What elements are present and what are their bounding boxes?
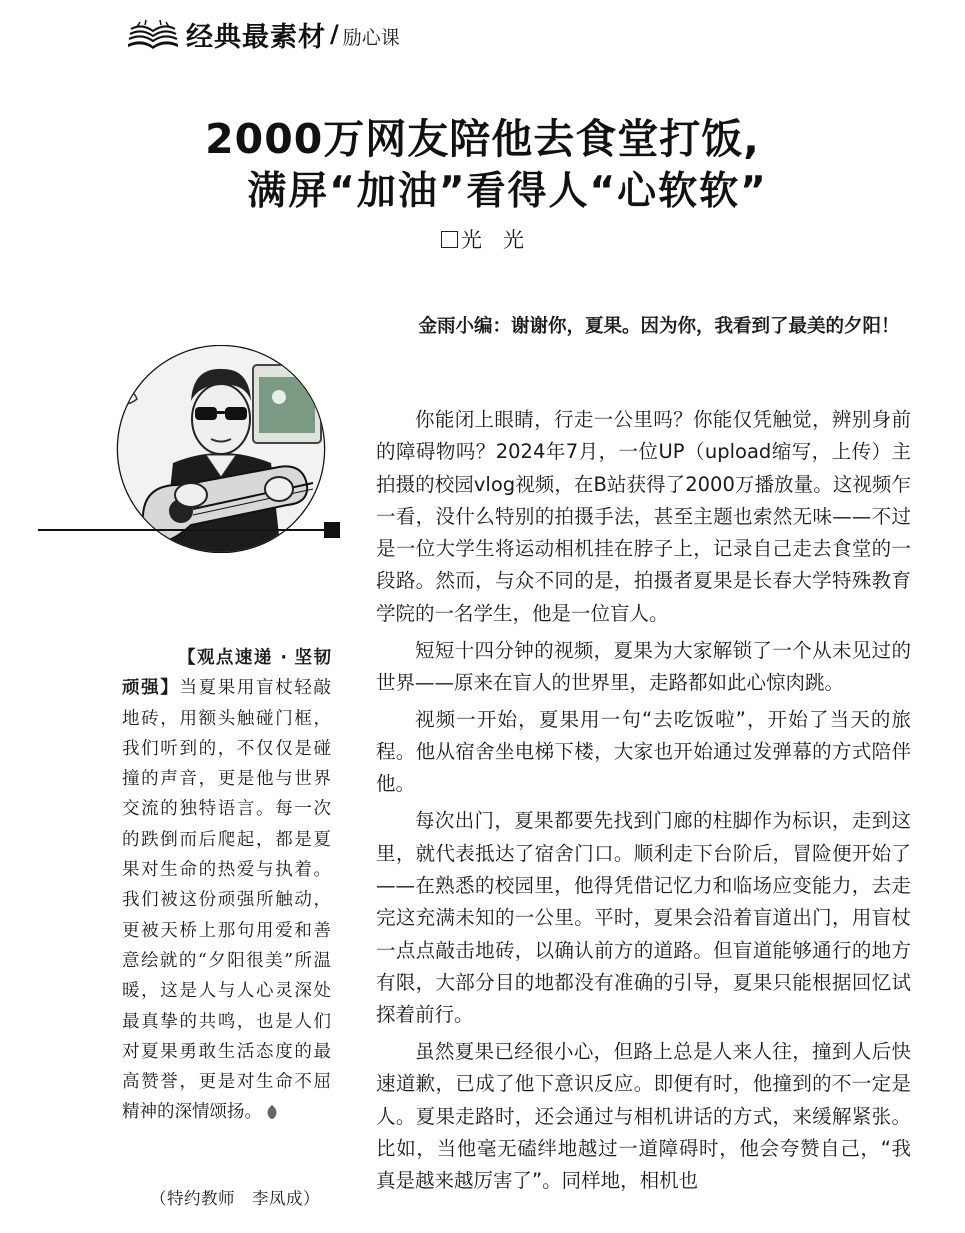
leaf-icon [266,1105,278,1119]
author-name: 光 光 [461,228,524,252]
body-paragraph: 每次出门，夏果都要先找到门廊的柱脚作为标识，走到这里，就代表抵达了宿舍门口。顺利走下台阶后，冒险便开始了——在熟悉的校园里，他得凭借记忆力和临场应变能力，去走完这充满未知的一公里。平时，夏果会沿着盲道出门，用盲杖一点点敲击地砖，以确认前方的道路。但盲道能够通行的地方有限，大部分目的地都没有准确的引导，夏果只能根据回忆试探着前行。 [376,809,911,1027]
article-title-line-2: 满屏“加油”看得人“心软软” [247,169,768,214]
article-title-line-1: 2000万网友陪他去食堂打饭, [205,115,760,163]
brand-name: 经典最素材 [186,21,326,53]
article-body [376,404,911,1202]
decorative-square [324,522,340,538]
open-book-icon [128,19,178,49]
byline [0,224,965,254]
body-paragraph: 短短十四分钟的视频，夏果为大家解锁了一个从未见过的世界——原来在盲人的世界里，走路都如此心惊肉跳。 [376,638,911,694]
body-paragraph: 你能闭上眼睛，行走一公里吗？你能仅凭触觉，辨别身前的障碍物吗？2024年7月，一位UP（upload缩写，上传）主拍摄的校园vlog视频，在B站获得了2000万播放量。这视频乍一看，没什么特别的拍摄手法，甚至主题也索然无味——不过是一位大学生将运动相机挂在脖子上，记录自己走去食堂的一段路。然而，与众不同的是，拍摄者夏果是长春大学特殊教育学院的一名学生，他是一位盲人。 [376,408,911,625]
guitarist-portrait-illustration [103,345,339,553]
section-name: 励心课 [342,26,400,49]
decorative-rule [38,529,326,531]
sidebar-text: 当夏果用盲杖轻敲地砖，用额头触碰门框，我们听到的，不仅仅是碰撞的声音，更是他与世界交流的独特语言。每一次的跌倒而后爬起，都是夏果对生命的热爱与执着。我们被这份顽强所触动，更被天桥上那句用爱和善意绘就的“夕阳很美”所温暖，这是人与人心灵深处最真挚的共鸣，也是人们对夏果勇敢生活态度的最高赞誉，更是对生命不屈精神的深情颂扬。 [122,678,332,1123]
brand-slash: / [330,20,339,48]
viewpoint-sidebar [122,643,331,1128]
body-paragraph: 视频一开始，夏果用一句“去吃饭啦”，开始了当天的旅程。他从宿舍坐电梯下楼，大家也开始通过发弹幕的方式陪伴他。 [376,707,911,796]
sidebar-paragraph [122,643,331,1128]
byline-box-icon [441,231,458,248]
editor-note: 金雨小编：谢谢你，夏果。因为你，我看到了最美的夕阳！ [418,316,900,337]
sidebar-credit: （特约教师 李凤成） [150,1189,320,1208]
sidebar-lead: 【观点速递 · 坚韧顽强】 [122,648,331,699]
magazine-header [128,14,400,54]
body-paragraph: 虽然夏果已经很小心，但路上总是人来人往，撞到人后快速道歉，已成了他下意识反应。即便有时，他撞到的不一定是人。夏果走路时，还会通过与相机讲话的方式，来缓解紧张。比如，当他毫无磕绊地越过一道障碍时，他会夸赞自己，“我真是越来越厉害了”。同样地，相机也 [376,1040,911,1193]
